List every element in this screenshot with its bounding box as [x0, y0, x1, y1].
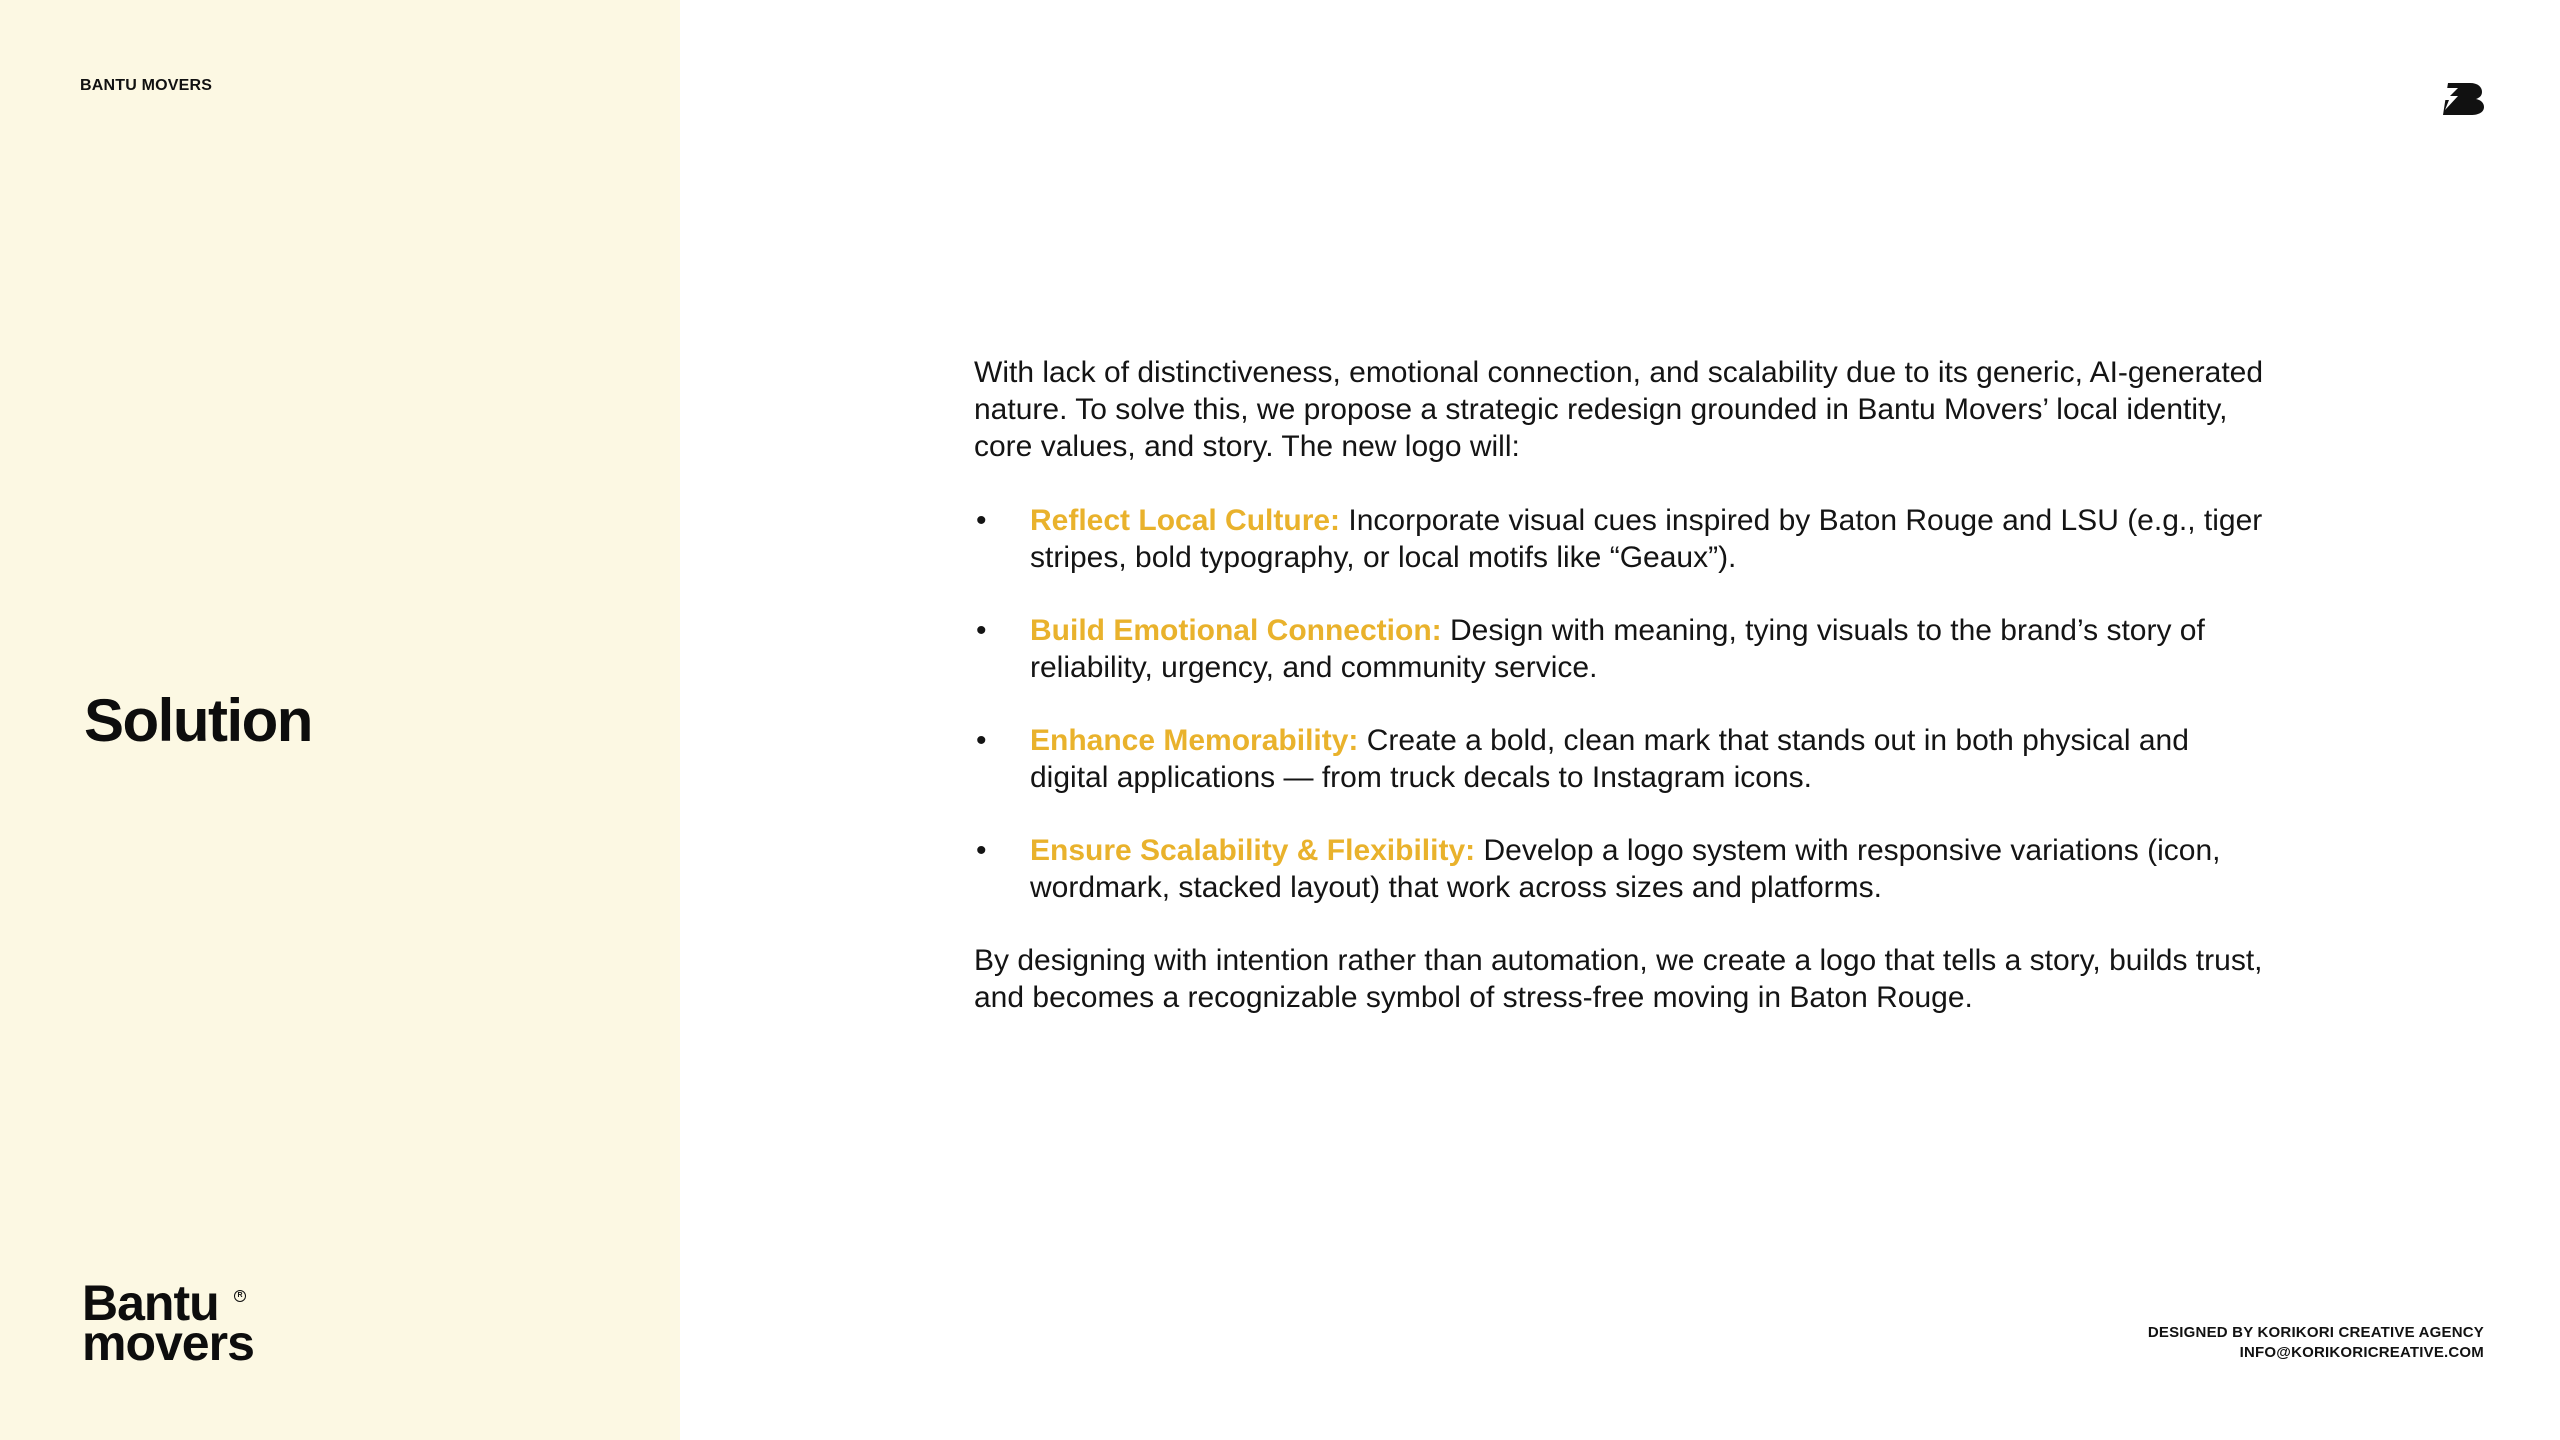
bullet-text: Develop a logo system with responsive variations (icon, wordmark, stacked layout) that work across sizes and platforms.: [1030, 834, 2221, 904]
solution-bullet-list: [974, 502, 2264, 906]
registered-mark-icon: R: [234, 1290, 246, 1302]
brand-name: BANTU MOVERS: [80, 77, 213, 94]
logo-wordmark-line2: movers: [82, 1315, 254, 1371]
page-title: Solution: [84, 687, 312, 754]
sidebar-panel: [0, 0, 680, 1440]
bullet-dot-icon: •: [976, 724, 987, 757]
bullet-heading: Enhance Memorability:: [1030, 724, 1367, 757]
bullet-heading: Ensure Scalability & Flexibility:: [1030, 834, 1484, 867]
bantu-movers-logo: [82, 1275, 282, 1371]
footer-credits: [2148, 1323, 2484, 1363]
footer-email: INFO@KORIKORICREATIVE.COM: [2239, 1344, 2484, 1361]
closing-paragraph: By designing with intention rather than automation, we create a logo that tells a story, builds trust, and becomes a recognizable symbol of stress-free moving in Baton Rouge.: [974, 944, 2263, 1014]
bullet-heading: Build Emotional Connection:: [1030, 614, 1450, 647]
footer-agency: DESIGNED BY KORIKORI CREATIVE AGENCY: [2147, 1324, 2484, 1341]
bullet-text: Create a bold, clean mark that stands out in both physical and digital applications — from truck decals to Instagram icons.: [1030, 724, 2189, 794]
bullet-dot-icon: •: [976, 614, 987, 647]
bullet-text: Design with meaning, tying visuals to the brand’s story of reliability, urgency, and community service.: [1030, 614, 2205, 684]
bullet-text: Incorporate visual cues inspired by Baton Rouge and LSU (e.g., tiger stripes, bold typography, or local motifs like “Geaux”).: [1030, 504, 2263, 574]
solution-content: [974, 354, 2264, 1016]
bullet-item-local-culture: [974, 502, 2264, 576]
bullet-dot-icon: •: [976, 504, 987, 537]
bullet-dot-icon: •: [976, 834, 987, 867]
bullet-item-memorability: [974, 722, 2264, 796]
b-monogram-icon: [2442, 82, 2486, 116]
intro-paragraph: With lack of distinctiveness, emotional connection, and scalability due to its generic, AI-generated nature. To solve this, we propose a strategic redesign grounded in Bantu Movers’ local identity, core values, and story. The new logo will:: [974, 356, 2264, 463]
bullet-item-scalability: [974, 832, 2264, 906]
logo-wordmark-line1: Bantu: [82, 1275, 219, 1331]
bullet-heading: Reflect Local Culture:: [1030, 504, 1349, 537]
bullet-item-emotional-connection: [974, 612, 2264, 686]
